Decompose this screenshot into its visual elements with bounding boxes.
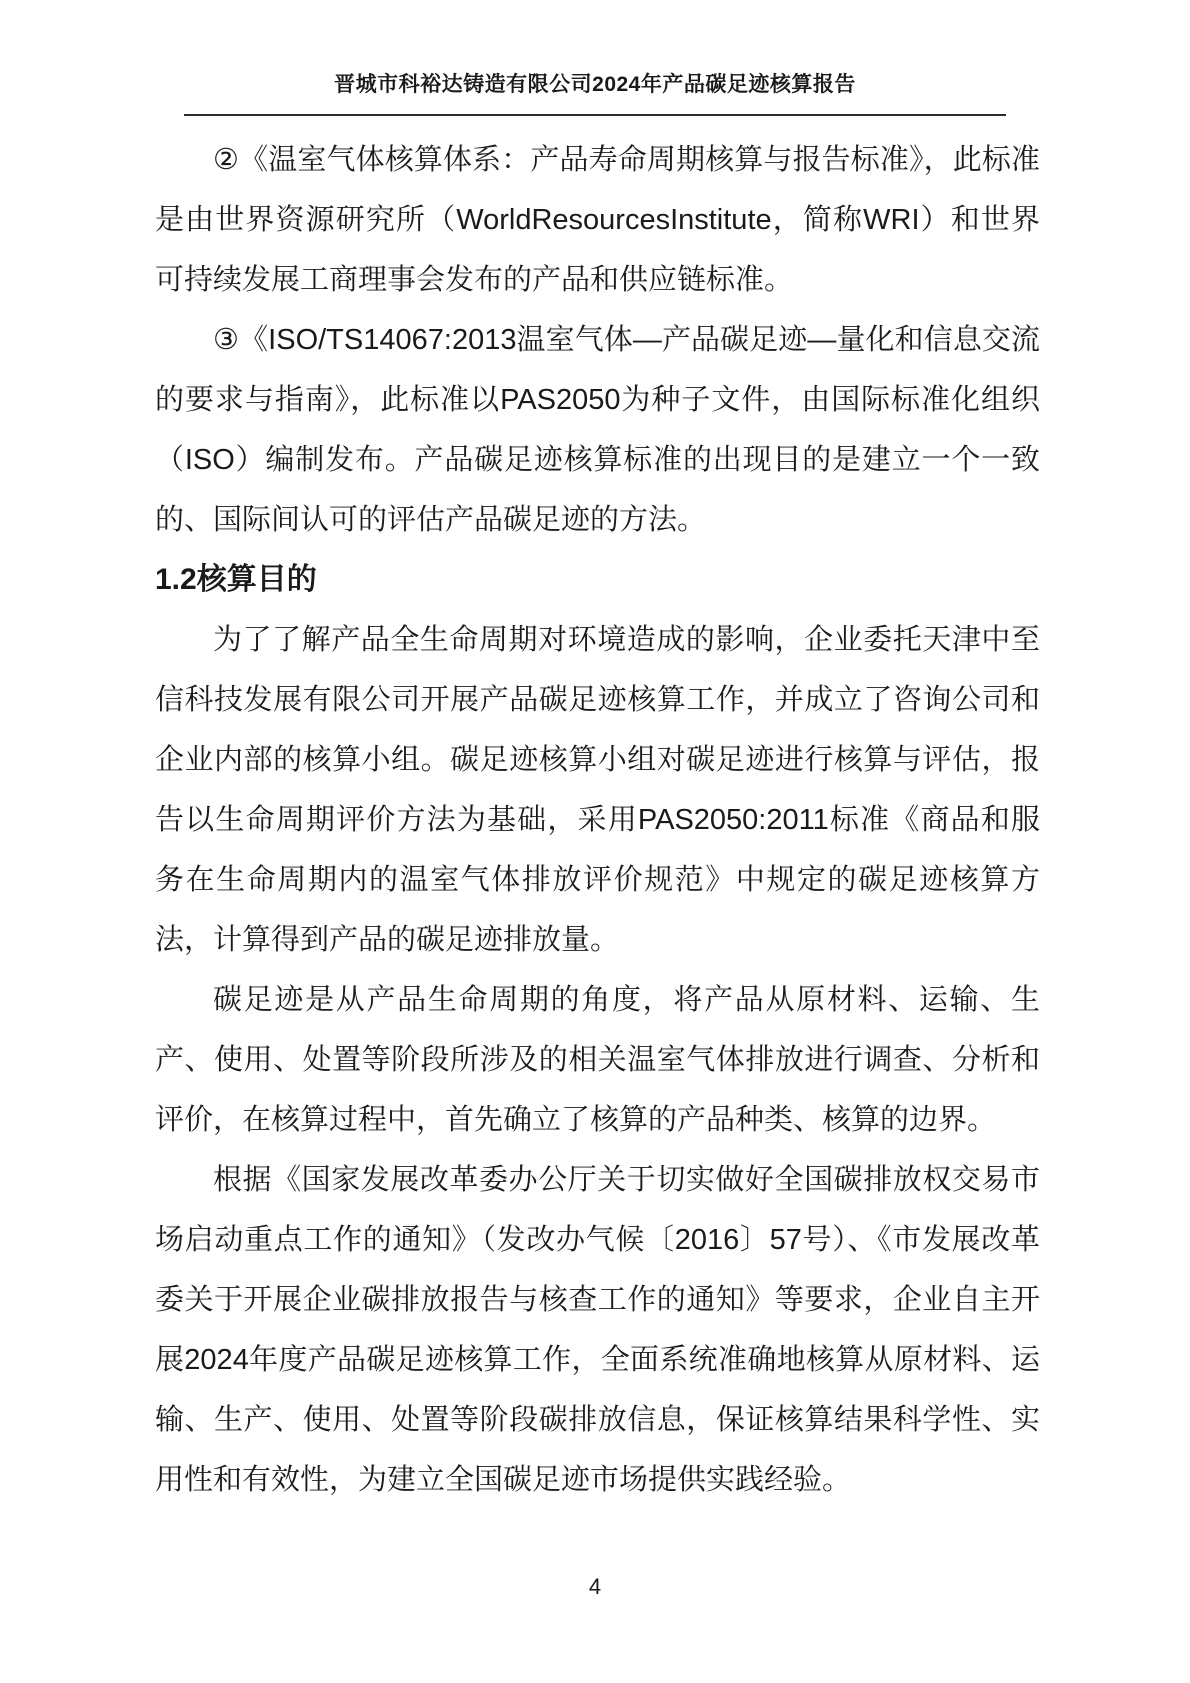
paragraph: 根据《国家发展改革委办公厅关于切实做好全国碳排放权交易市场启动重点工作的通知》（发改办气候〔2016〕57号）、《市发展改革委关于开展企业碳排放报告与核查工作的通知》等要求，企业自主开展2024年度产品碳足迹核算工作，全面系统准确地核算从原材料、运输、生产、使用、处置等阶段碳排放信息，保证核算结果科学性、实用性和有效性，为建立全国碳足迹市场提供实践经验。: [155, 1164, 1040, 1496]
page-header: [0, 0, 1190, 116]
header-title: 晋城市科裕达铸造有限公司2024年产品碳足迹核算报告: [334, 73, 856, 96]
page-number: 4: [588, 1574, 602, 1599]
document-body: [0, 130, 1190, 1510]
paragraph: 为了了解产品全生命周期对环境造成的影响，企业委托天津中至信科技发展有限公司开展产品碳足迹核算工作，并成立了咨询公司和企业内部的核算小组。碳足迹核算小组对碳足迹进行核算与评估，报告以生命周期评价方法为基础，采用PAS2050:2011标准《商品和服务在生命周期内的温室气体排放评价规范》中规定的碳足迹核算方法，计算得到产品的碳足迹排放量。: [155, 624, 1040, 956]
paragraph: 碳足迹是从产品生命周期的角度，将产品从原材料、运输、生产、使用、处置等阶段所涉及的相关温室气体排放进行调查、分析和评价，在核算过程中，首先确立了核算的产品种类、核算的边界。: [155, 984, 1040, 1136]
paragraph: ③《ISO/TS14067:2013温室气体—产品碳足迹—量化和信息交流的要求与指南》，此标准以PAS2050为种子文件，由国际标准化组织（ISO）编制发布。产品碳足迹核算标准的出现目的是建立一个一致的、国际间认可的评估产品碳足迹的方法。: [155, 324, 1040, 536]
page-footer: [0, 1572, 1190, 1602]
paragraph: ②《温室气体核算体系：产品寿命周期核算与报告标准》，此标准是由世界资源研究所（WorldResourcesInstitute，简称WRI）和世界可持续发展工商理事会发布的产品和供应链标准。: [155, 144, 1040, 296]
header-divider: [184, 114, 1006, 116]
section-heading: 1.2核算目的: [155, 563, 317, 596]
